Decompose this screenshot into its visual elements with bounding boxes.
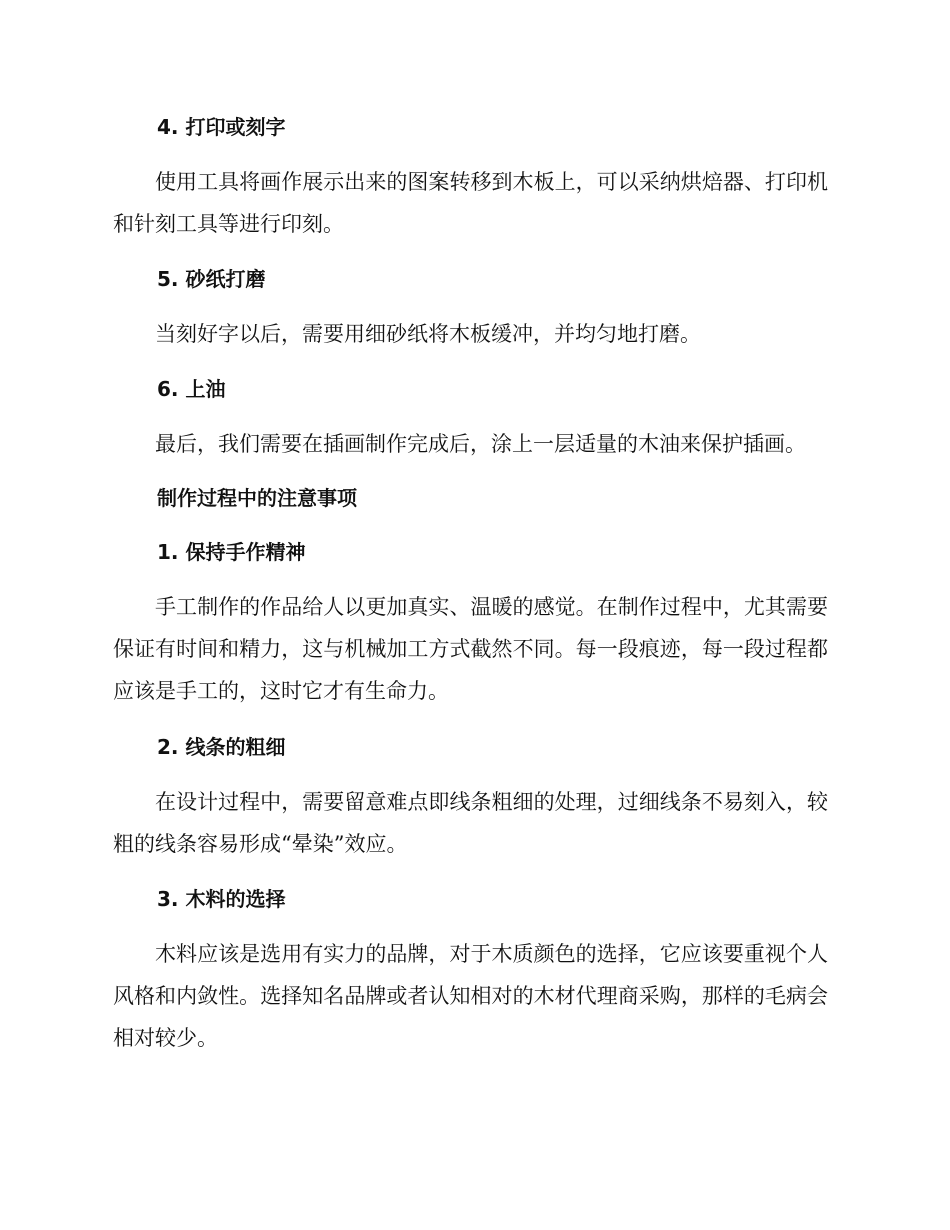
paragraph-wood-selection: 木料应该是选用有实力的品牌，对于木质颜色的选择，它应该要重视个人风格和内敛性。选择知名品牌或者认知相对的木材代理商采购，那样的毛病会相对较少。 — [113, 942, 828, 1050]
section-heading-sanding: 5. 砂纸打磨 — [157, 267, 266, 291]
section-heading-print-carve: 4. 打印或刻字 — [157, 115, 286, 139]
paragraph-oiling: 最后，我们需要在插画制作完成后，涂上一层适量的木油来保护插画。 — [155, 432, 806, 456]
paragraph-sanding: 当刻好字以后，需要用细砂纸将木板缓冲，并均匀地打磨。 — [155, 322, 701, 346]
paragraph-line-thickness: 在设计过程中，需要留意难点即线条粗细的处理，过细线条不易刻入，较粗的线条容易形成“晕染”效应。 — [113, 790, 828, 856]
paragraph-print-carve: 使用工具将画作展示出来的图案转移到木板上，可以采纳烘焙器、打印机和针刻工具等进行印刻。 — [113, 170, 828, 236]
section-heading-handcraft-spirit: 1. 保持手作精神 — [157, 540, 306, 564]
paragraph-handcraft-spirit: 手工制作的作品给人以更加真实、温暖的感觉。在制作过程中，尤其需要保证有时间和精力，这与机械加工方式截然不同。每一段痕迹，每一段过程都应该是手工的，这时它才有生命力。 — [113, 595, 828, 703]
section-heading-oiling: 6. 上油 — [157, 377, 226, 401]
section-heading-notes: 制作过程中的注意事项 — [157, 486, 357, 510]
section-heading-wood-selection: 3. 木料的选择 — [157, 887, 286, 911]
section-heading-line-thickness: 2. 线条的粗细 — [157, 735, 286, 759]
